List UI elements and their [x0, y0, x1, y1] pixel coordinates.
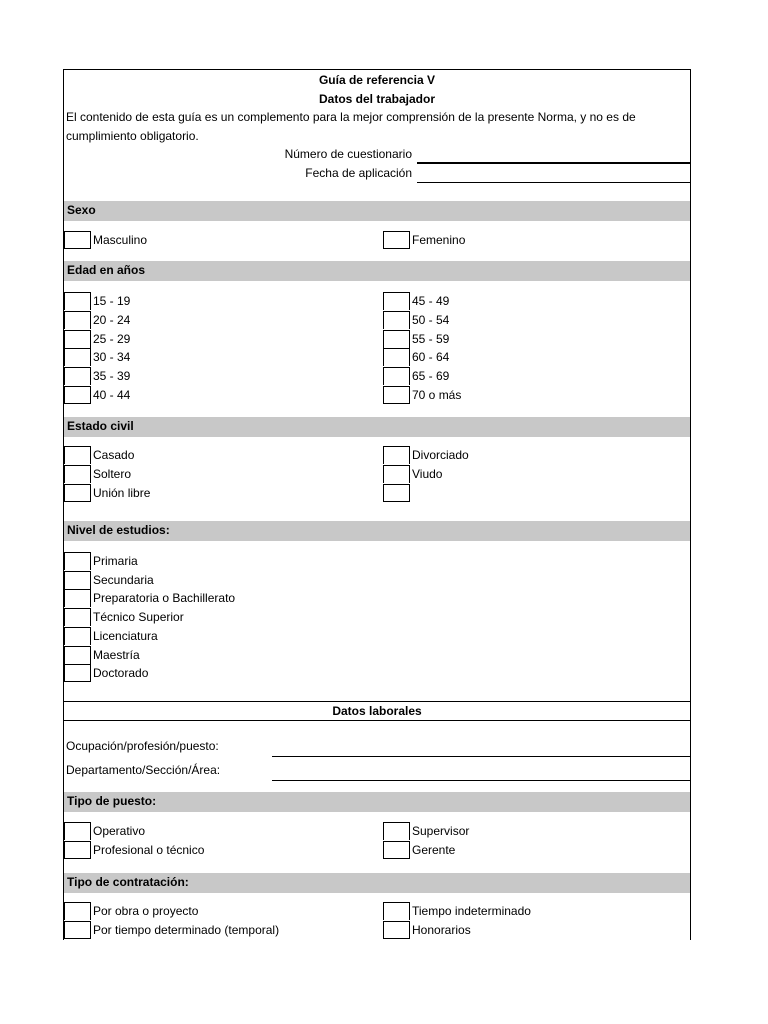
age-option-65-69: 65 - 69 [412, 369, 450, 384]
contract-option-por-tiempo-determinado-temporal: Por tiempo determinado (temporal) [93, 923, 280, 937]
education-option-doctorado: Doctorado [93, 666, 149, 681]
age-option-20-24: 20 - 24 [93, 312, 131, 327]
age-checkbox-40-44[interactable] [64, 386, 91, 404]
position-option-operativo: Operativo [93, 824, 146, 838]
position-checkbox-profesional-o-tecnico[interactable] [64, 841, 91, 859]
age-checkbox-35-39[interactable] [64, 367, 91, 385]
education-checkbox-maestria[interactable] [64, 646, 91, 664]
section-position-type-title: Tipo de puesto: [67, 794, 157, 808]
department-label: Departamento/Sección/Área: [66, 763, 221, 777]
department-field[interactable] [272, 780, 691, 781]
contract-option-honorarios: Honorarios [412, 923, 471, 937]
civil-option-union-libre: Unión libre [93, 486, 151, 500]
civil-checkbox-soltero[interactable] [64, 465, 91, 483]
age-option-30-34: 30 - 34 [93, 350, 131, 365]
age-checkbox-60-64[interactable] [383, 348, 410, 366]
education-option-maestria: Maestría [93, 647, 140, 662]
section-contract-type-title: Tipo de contratación: [67, 875, 189, 889]
age-option-60-64: 60 - 64 [412, 350, 450, 365]
section-age [64, 261, 690, 281]
section-position-type [64, 792, 690, 812]
questionnaire-number-label: Número de cuestionario [284, 147, 412, 161]
contract-checkbox-por-obra-o-proyecto[interactable] [64, 902, 91, 920]
section-civil-status-title: Estado civil [67, 419, 134, 433]
contract-checkbox-por-tiempo-determinado-temporal[interactable] [64, 921, 91, 939]
civil-option-divorciado: Divorciado [412, 448, 469, 462]
age-option-45-49: 45 - 49 [412, 294, 450, 308]
section-sex-title: Sexo [67, 203, 96, 217]
questionnaire-number-field[interactable] [417, 162, 691, 164]
education-option-tecnico-superior: Técnico Superior [93, 610, 184, 625]
sex-option-masculino: Masculino [93, 233, 148, 247]
age-checkbox-55-59[interactable] [383, 330, 410, 348]
worker-data-form [63, 69, 691, 940]
sex-checkbox-femenino[interactable] [383, 231, 410, 249]
education-checkbox-secundaria[interactable] [64, 571, 91, 589]
age-option-35-39: 35 - 39 [93, 369, 131, 384]
education-checkbox-preparatoria-o-bachillerato[interactable] [64, 589, 91, 607]
age-option-55-59: 55 - 59 [412, 331, 450, 346]
education-checkbox-licenciatura[interactable] [64, 627, 91, 645]
section-contract-type [64, 873, 690, 893]
civil-option-soltero: Soltero [93, 467, 132, 481]
age-option-50-54: 50 - 54 [412, 312, 450, 327]
work-data-title: Datos laborales [332, 704, 422, 718]
contract-option-por-obra-o-proyecto: Por obra o proyecto [93, 904, 199, 918]
education-checkbox-doctorado[interactable] [64, 664, 91, 682]
section-sex [64, 201, 690, 221]
education-checkbox-primaria[interactable] [64, 552, 91, 570]
intro-text-line-1: El contenido de esta guía es un complemento para la mejor comprensión de la presente Norma, y no es de [66, 110, 636, 124]
occupation-field[interactable] [272, 756, 691, 757]
contract-checkbox-tiempo-indeterminado[interactable] [383, 902, 410, 920]
form-title: Guía de referencia V [318, 73, 436, 87]
age-option-70-o-mas: 70 o más [412, 388, 462, 402]
age-checkbox-45-49[interactable] [383, 292, 410, 310]
age-checkbox-50-54[interactable] [383, 311, 410, 329]
civil-checkbox-union-libre[interactable] [64, 484, 91, 502]
section-civil-status [64, 417, 690, 437]
civil-checkbox-divorciado[interactable] [383, 446, 410, 464]
section-age-title: Edad en años [67, 263, 146, 277]
age-checkbox-70-o-mas[interactable] [383, 386, 410, 404]
age-option-15-19: 15 - 19 [93, 294, 131, 308]
section-education [64, 521, 690, 541]
civil-checkbox-blank[interactable] [383, 484, 410, 502]
form-subtitle: Datos del trabajador [318, 92, 436, 106]
education-option-preparatoria-o-bachillerato: Preparatoria o Bachillerato [93, 591, 236, 606]
intro-text-line-2: cumplimiento obligatorio. [66, 129, 199, 143]
position-option-supervisor: Supervisor [412, 824, 470, 838]
position-option-gerente: Gerente [412, 843, 456, 857]
application-date-label: Fecha de aplicación [305, 166, 412, 180]
contract-checkbox-honorarios[interactable] [383, 921, 410, 939]
age-checkbox-20-24[interactable] [64, 311, 91, 329]
civil-option-casado: Casado [93, 448, 135, 462]
civil-option-viudo: Viudo [412, 467, 443, 481]
contract-option-tiempo-indeterminado: Tiempo indeterminado [412, 904, 531, 918]
age-checkbox-65-69[interactable] [383, 367, 410, 385]
civil-checkbox-viudo[interactable] [383, 465, 410, 483]
age-option-40-44: 40 - 44 [93, 388, 131, 402]
position-option-profesional-o-tecnico: Profesional o técnico [93, 843, 205, 857]
position-checkbox-gerente[interactable] [383, 841, 410, 859]
education-option-primaria: Primaria [93, 554, 138, 568]
section-education-title: Nivel de estudios: [67, 523, 170, 537]
sex-checkbox-masculino[interactable] [64, 231, 91, 249]
age-checkbox-25-29[interactable] [64, 330, 91, 348]
sex-option-femenino: Femenino [412, 233, 466, 247]
position-checkbox-supervisor[interactable] [383, 822, 410, 840]
occupation-label: Ocupación/profesión/puesto: [66, 739, 219, 753]
age-checkbox-15-19[interactable] [64, 292, 91, 310]
application-date-field[interactable] [417, 182, 691, 183]
age-option-25-29: 25 - 29 [93, 331, 131, 346]
education-option-licenciatura: Licenciatura [93, 628, 158, 643]
education-option-secundaria: Secundaria [93, 572, 154, 587]
age-checkbox-30-34[interactable] [64, 348, 91, 366]
civil-checkbox-casado[interactable] [64, 446, 91, 464]
position-checkbox-operativo[interactable] [64, 822, 91, 840]
education-checkbox-tecnico-superior[interactable] [64, 608, 91, 626]
